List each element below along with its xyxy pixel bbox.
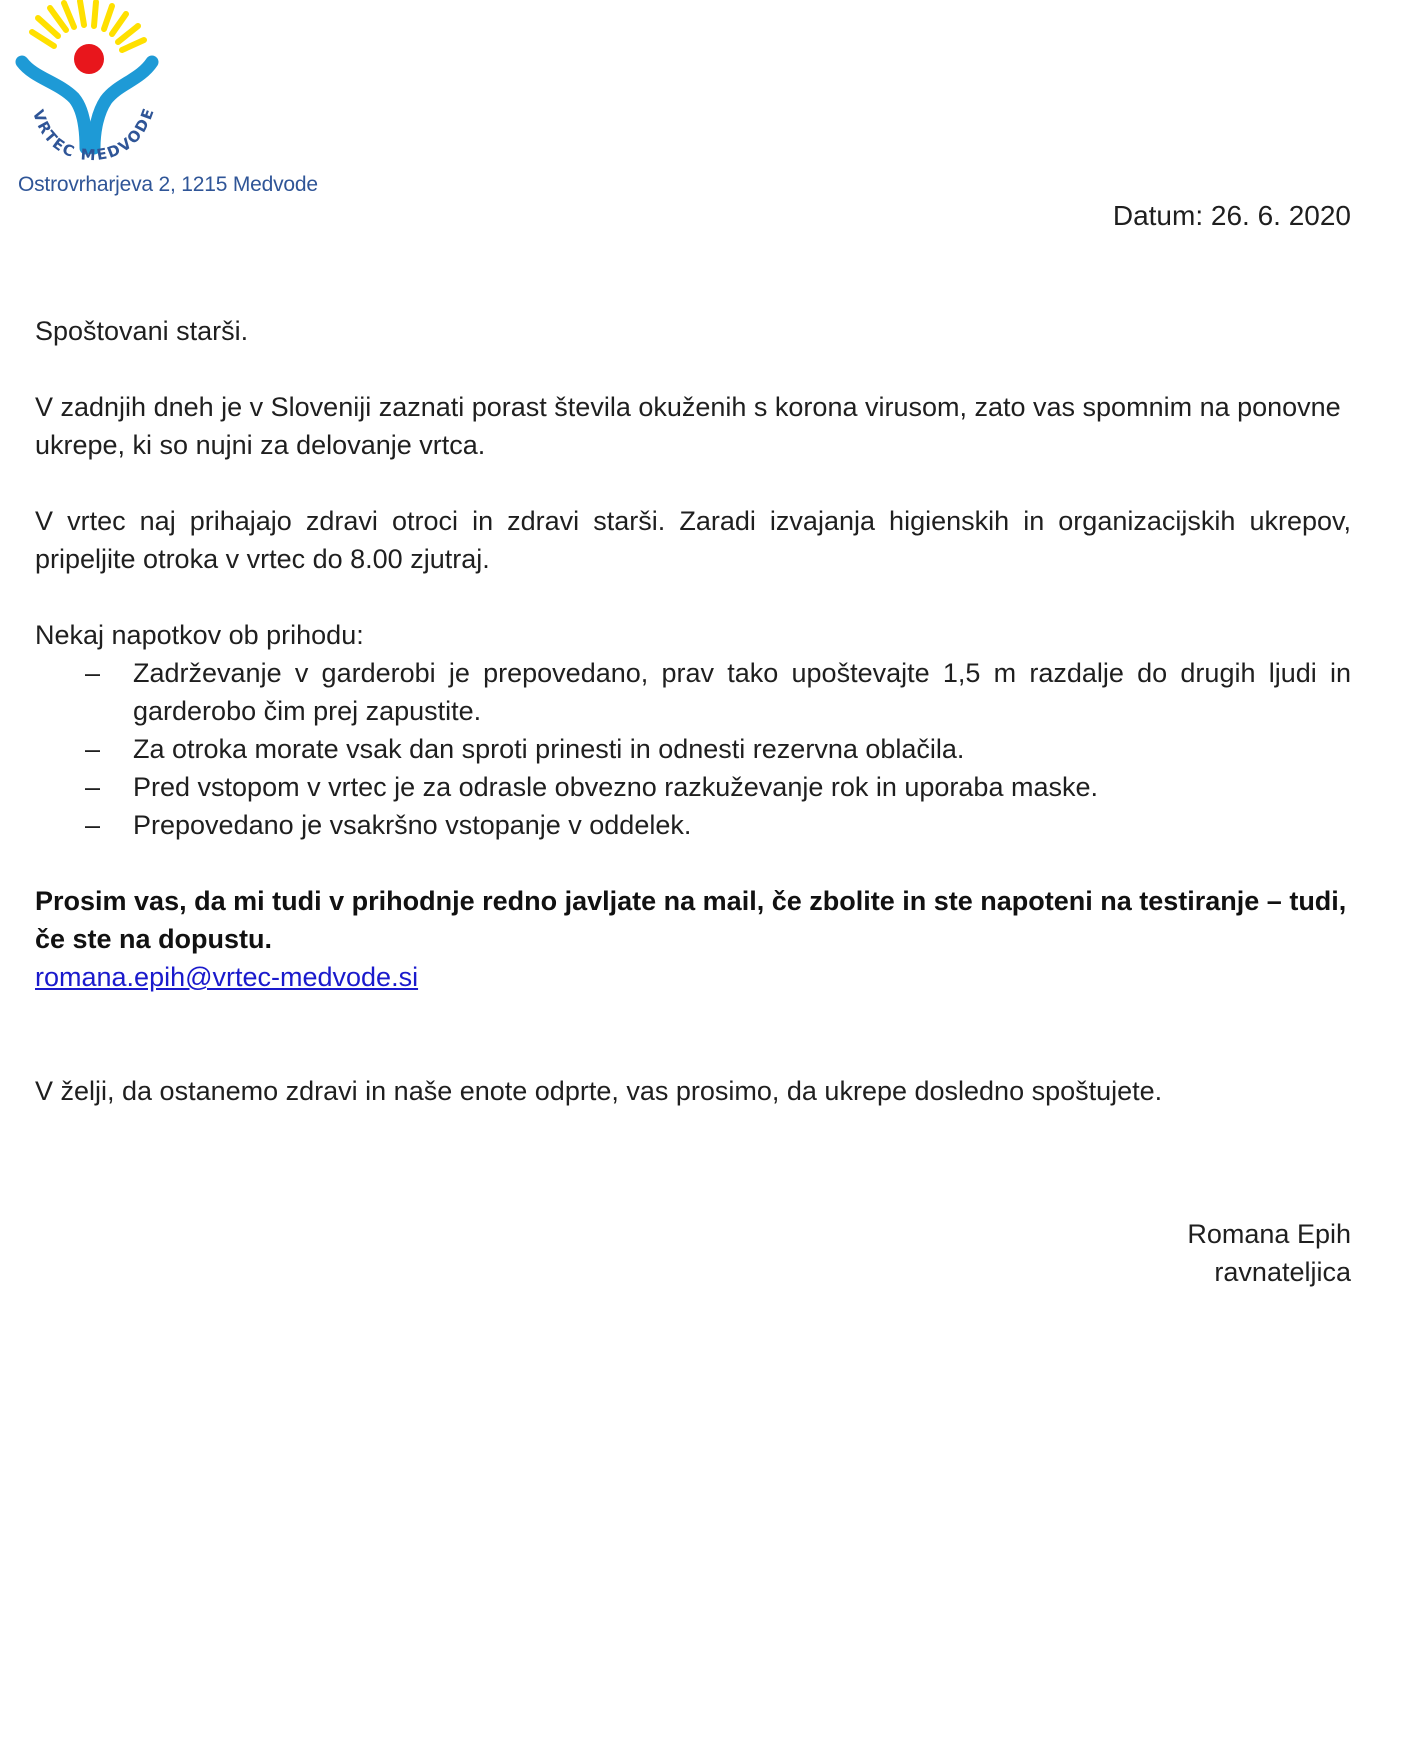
dash-bullet-icon: – [85,658,101,688]
list-intro: Nekaj napotkov ob prihodu: [35,620,364,650]
paragraph-2: V vrtec naj prihajajo zdravi otroci in zdravi starši. Zaradi izvajanja higienskih in organizacijskih ukrepov, pripeljite otroka v vrtec do 8.00 zjutraj. [35,506,1351,574]
instruction-list [35,654,1351,844]
dash-bullet-icon: – [85,772,101,802]
logo-graphic [14,0,174,175]
list-item [35,806,1351,844]
greeting: Spoštovani starši. [35,316,249,346]
list-item-text: Pred vstopom v vrtec je za odrasle obvezno razkuževanje rok in uporaba maske. [133,772,1098,802]
letter-body [35,312,1351,1110]
signature-name: Romana Epih [1187,1219,1351,1249]
logo-text: VRTEC MEDVODE [28,104,159,165]
dash-bullet-icon: – [85,810,101,840]
bold-request: Prosim vas, da mi tudi v prihodnje redno javljate na mail, če zbolite in ste napoteni na testiranje – tudi, če ste na dopustu. [35,886,1347,954]
closing-paragraph: V želji, da ostanemo zdravi in naše enote odprte, vas prosimo, da ukrepe dosledno spoštujete. [35,1076,1163,1106]
signature-title: ravnateljica [1214,1257,1351,1287]
letter-date: Datum: 26. 6. 2020 [1112,200,1351,231]
list-item-text: Zadrževanje v garderobi je prepovedano, prav tako upoštevajte 1,5 m razdalje do drugih ljudi in garderobo čim prej zapustite. [133,658,1351,726]
list-item [35,730,1351,768]
sun-rays-icon [32,1,144,50]
red-dot-icon [74,44,104,74]
address: Ostrovrharjeva 2, 1215 Medvode [18,173,318,196]
list-item [35,768,1351,806]
list-item-text: Za otroka morate vsak dan sproti prinesti in odnesti rezervna oblačila. [133,734,965,764]
list-item [35,654,1351,730]
dash-bullet-icon: – [85,734,101,764]
signature [1187,1215,1351,1291]
email-link[interactable]: romana.epih@vrtec-medvode.si [35,962,419,992]
list-item-text: Prepovedano je vsakršno vstopanje v oddelek. [133,810,692,840]
kindergarten-logo [14,0,174,175]
paragraph-1: V zadnjih dneh je v Sloveniji zaznati porast števila okuženih s korona virusom, zato vas spomnim na ponovne ukrepe, ki so nujni za delovanje vrtca. [35,392,1341,460]
